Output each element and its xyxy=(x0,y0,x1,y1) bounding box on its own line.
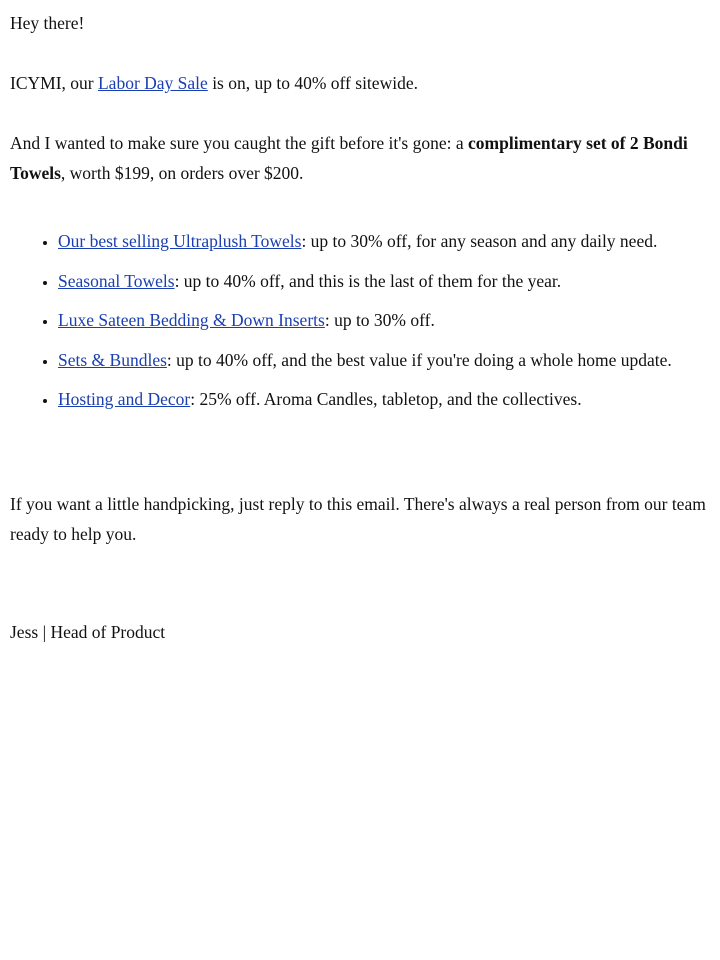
offer-item-bedding-inserts xyxy=(58,305,720,335)
offer-item-hosting-decor xyxy=(58,384,720,414)
sale-text-before: ICYMI, our xyxy=(10,73,98,93)
seasonal-towels-link[interactable]: Seasonal Towels xyxy=(58,270,175,291)
gift-highlight: complimentary set of 2 Bondi Towels xyxy=(10,133,688,183)
help-paragraph: If you want a little handpicking, just reply to this email. There's always a real person from our team ready to help you. xyxy=(10,494,706,544)
sets-bundles-link[interactable]: Sets & Bundles xyxy=(58,349,167,370)
gift-paragraph xyxy=(10,128,720,188)
signature: Jess | Head of Product xyxy=(10,622,166,642)
offers-list xyxy=(10,226,720,414)
greeting-text: Hey there! xyxy=(10,13,85,33)
labor-day-sale-link[interactable]: Labor Day Sale xyxy=(97,73,208,93)
offer-item-seasonal-towels xyxy=(58,266,720,296)
offer-description: : 25% off. Aroma Candles, tabletop, and the collectives. xyxy=(190,389,582,409)
sale-paragraph xyxy=(10,68,720,98)
sale-text-after: is on, up to 40% off sitewide. xyxy=(207,73,418,93)
bedding-inserts-link[interactable]: Luxe Sateen Bedding & Down Inserts xyxy=(58,310,325,330)
offer-description: : up to 40% off, and the best value if you're doing a whole home update. xyxy=(166,349,672,370)
offer-description: : up to 30% off. xyxy=(324,310,435,330)
gift-text-after: , worth $199, on orders over $200. xyxy=(60,163,304,183)
offer-item-sets-bundles xyxy=(58,345,720,375)
gift-text-before: And I wanted to make sure you caught the gift before it's gone: a xyxy=(10,133,469,153)
ultraplush-towels-link[interactable]: Our best selling Ultraplush Towels xyxy=(58,231,302,251)
offer-item-ultraplush-towels xyxy=(58,226,720,256)
offer-description: : up to 40% off, and this is the last of them for the year. xyxy=(174,270,562,291)
offer-description: : up to 30% off, for any season and any daily need. xyxy=(301,231,658,251)
hosting-decor-link[interactable]: Hosting and Decor xyxy=(58,389,191,409)
